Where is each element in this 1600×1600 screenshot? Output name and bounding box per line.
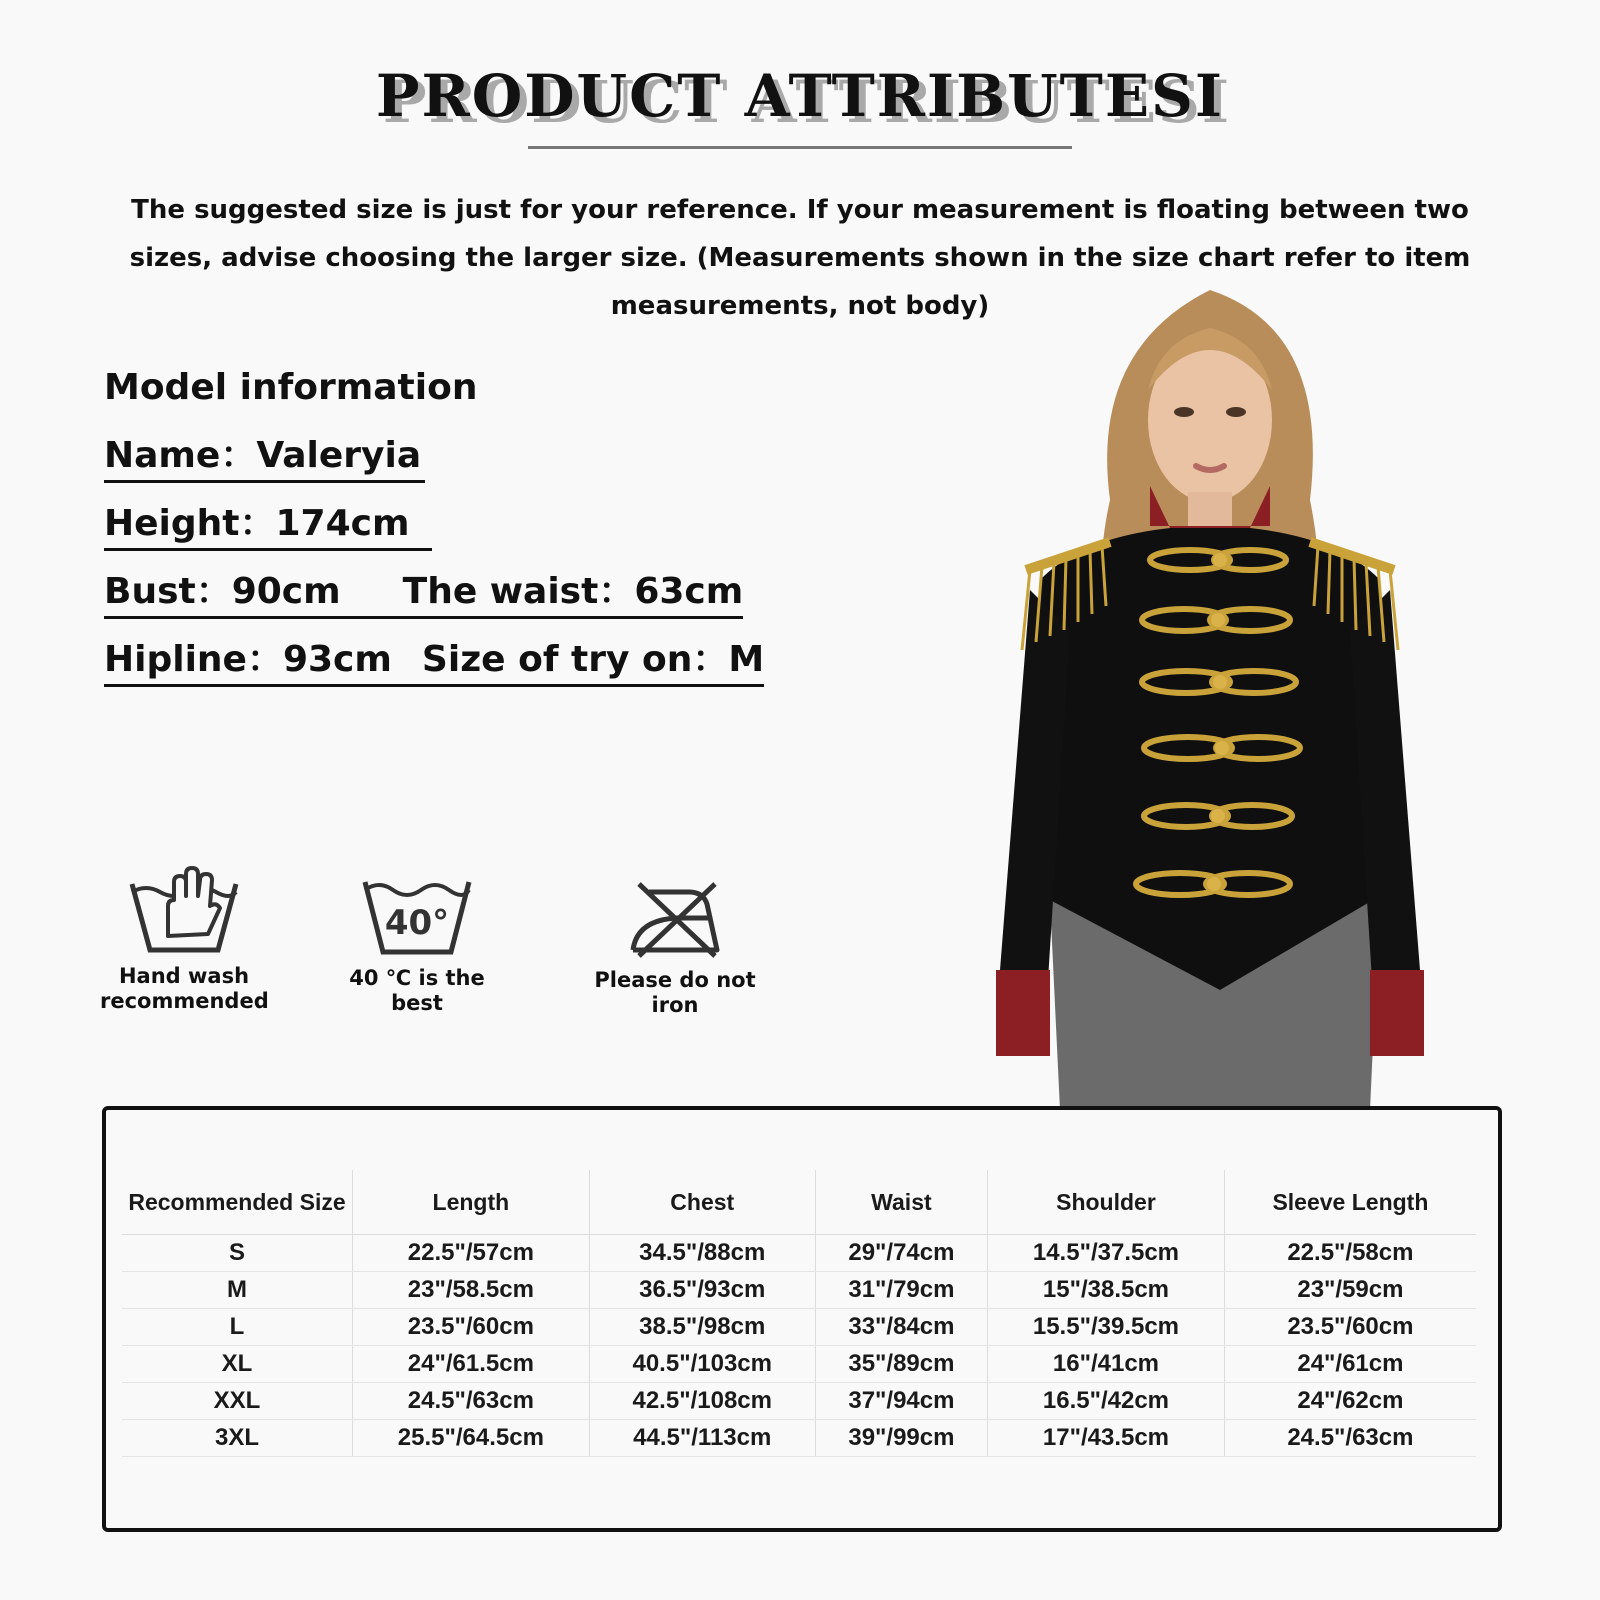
model-photo bbox=[970, 270, 1460, 1110]
table-cell: 31"/79cm bbox=[815, 1272, 987, 1309]
table-cell: XL bbox=[122, 1346, 353, 1383]
table-cell: 33"/84cm bbox=[815, 1309, 987, 1346]
wash-40-icon-text: 40° bbox=[384, 903, 450, 943]
do-not-iron-icon bbox=[627, 880, 723, 958]
size-chart bbox=[102, 1106, 1502, 1532]
care-hand-wash bbox=[100, 862, 268, 1014]
table-cell: 24"/62cm bbox=[1224, 1383, 1476, 1420]
table-cell: 22.5"/58cm bbox=[1224, 1235, 1476, 1272]
table-cell: 14.5"/37.5cm bbox=[988, 1235, 1225, 1272]
table-cell: 42.5"/108cm bbox=[589, 1383, 815, 1420]
temperature-label: 40 ℃ is the best bbox=[349, 966, 485, 1015]
table-cell: 15"/38.5cm bbox=[988, 1272, 1225, 1309]
model-info bbox=[104, 360, 764, 700]
table-cell: 23"/58.5cm bbox=[353, 1272, 590, 1309]
table-row bbox=[122, 1235, 1476, 1272]
table-cell: 36.5"/93cm bbox=[589, 1272, 815, 1309]
col-header-length: Length bbox=[353, 1170, 590, 1235]
table-cell: 24.5"/63cm bbox=[353, 1383, 590, 1420]
table-header-row bbox=[122, 1170, 1476, 1235]
wash-40-icon bbox=[361, 876, 473, 956]
title-divider bbox=[528, 146, 1072, 149]
table-cell: 23.5"/60cm bbox=[353, 1309, 590, 1346]
col-header-shoulder: Shoulder bbox=[988, 1170, 1225, 1235]
table-cell: 24"/61.5cm bbox=[353, 1346, 590, 1383]
col-header-size: Recommended Size bbox=[122, 1170, 353, 1235]
table-row bbox=[122, 1420, 1476, 1457]
table-cell: 25.5"/64.5cm bbox=[353, 1420, 590, 1457]
model-name: Name：Valeryia bbox=[104, 432, 425, 483]
model-info-heading: Model information bbox=[104, 367, 478, 408]
table-cell: 24"/61cm bbox=[1224, 1346, 1476, 1383]
model-waist: The waist：63cm bbox=[402, 571, 744, 612]
table-cell: 3XL bbox=[122, 1420, 353, 1457]
table-cell: 44.5"/113cm bbox=[589, 1420, 815, 1457]
table-cell: XXL bbox=[122, 1383, 353, 1420]
table-cell: 37"/94cm bbox=[815, 1383, 987, 1420]
table-cell: S bbox=[122, 1235, 353, 1272]
table-cell: 16"/41cm bbox=[988, 1346, 1225, 1383]
col-header-waist: Waist bbox=[815, 1170, 987, 1235]
table-row bbox=[122, 1309, 1476, 1346]
model-hipline: Hipline：93cm bbox=[104, 639, 392, 680]
size-disclaimer: The suggested size is just for your reference. If your measurement is floating between two sizes, advise choosing the larger size. (Measurements shown in the size chart refer to item measurements, not body) bbox=[129, 195, 1471, 321]
no-iron-label: Please do not iron bbox=[594, 968, 756, 1017]
model-size-tried: Size of try on：M bbox=[421, 639, 765, 680]
table-cell: 23"/59cm bbox=[1224, 1272, 1476, 1309]
table-cell: L bbox=[122, 1309, 353, 1346]
page-title: PRODUCT ATTRIBUTESI bbox=[375, 62, 1225, 130]
table-cell: 24.5"/63cm bbox=[1224, 1420, 1476, 1457]
table-cell: 22.5"/57cm bbox=[353, 1235, 590, 1272]
model-bust-waist bbox=[104, 568, 743, 619]
model-hip-size bbox=[104, 636, 764, 687]
table-cell: M bbox=[122, 1272, 353, 1309]
table-row bbox=[122, 1272, 1476, 1309]
table-cell: 40.5"/103cm bbox=[589, 1346, 815, 1383]
model-bust: Bust：90cm bbox=[104, 571, 341, 612]
table-cell: 16.5"/42cm bbox=[988, 1383, 1225, 1420]
table-cell: 29"/74cm bbox=[815, 1235, 987, 1272]
model-height: Height：174cm bbox=[104, 500, 432, 551]
table-cell: 17"/43.5cm bbox=[988, 1420, 1225, 1457]
right-cuff bbox=[1370, 970, 1424, 1056]
table-row bbox=[122, 1346, 1476, 1383]
table-cell: 23.5"/60cm bbox=[1224, 1309, 1476, 1346]
table-cell: 15.5"/39.5cm bbox=[988, 1309, 1225, 1346]
table-cell: 38.5"/98cm bbox=[589, 1309, 815, 1346]
table-cell: 34.5"/88cm bbox=[589, 1235, 815, 1272]
col-header-chest: Chest bbox=[589, 1170, 815, 1235]
care-temperature bbox=[322, 876, 512, 1016]
left-cuff bbox=[996, 970, 1050, 1056]
size-table bbox=[122, 1170, 1476, 1457]
table-cell: 39"/99cm bbox=[815, 1420, 987, 1457]
col-header-sleeve: Sleeve Length bbox=[1224, 1170, 1476, 1235]
hand-wash-icon bbox=[128, 862, 240, 954]
table-row bbox=[122, 1383, 1476, 1420]
care-no-iron bbox=[568, 880, 782, 1018]
hand-wash-label: Hand wash recommended bbox=[100, 964, 269, 1013]
table-cell: 35"/89cm bbox=[815, 1346, 987, 1383]
